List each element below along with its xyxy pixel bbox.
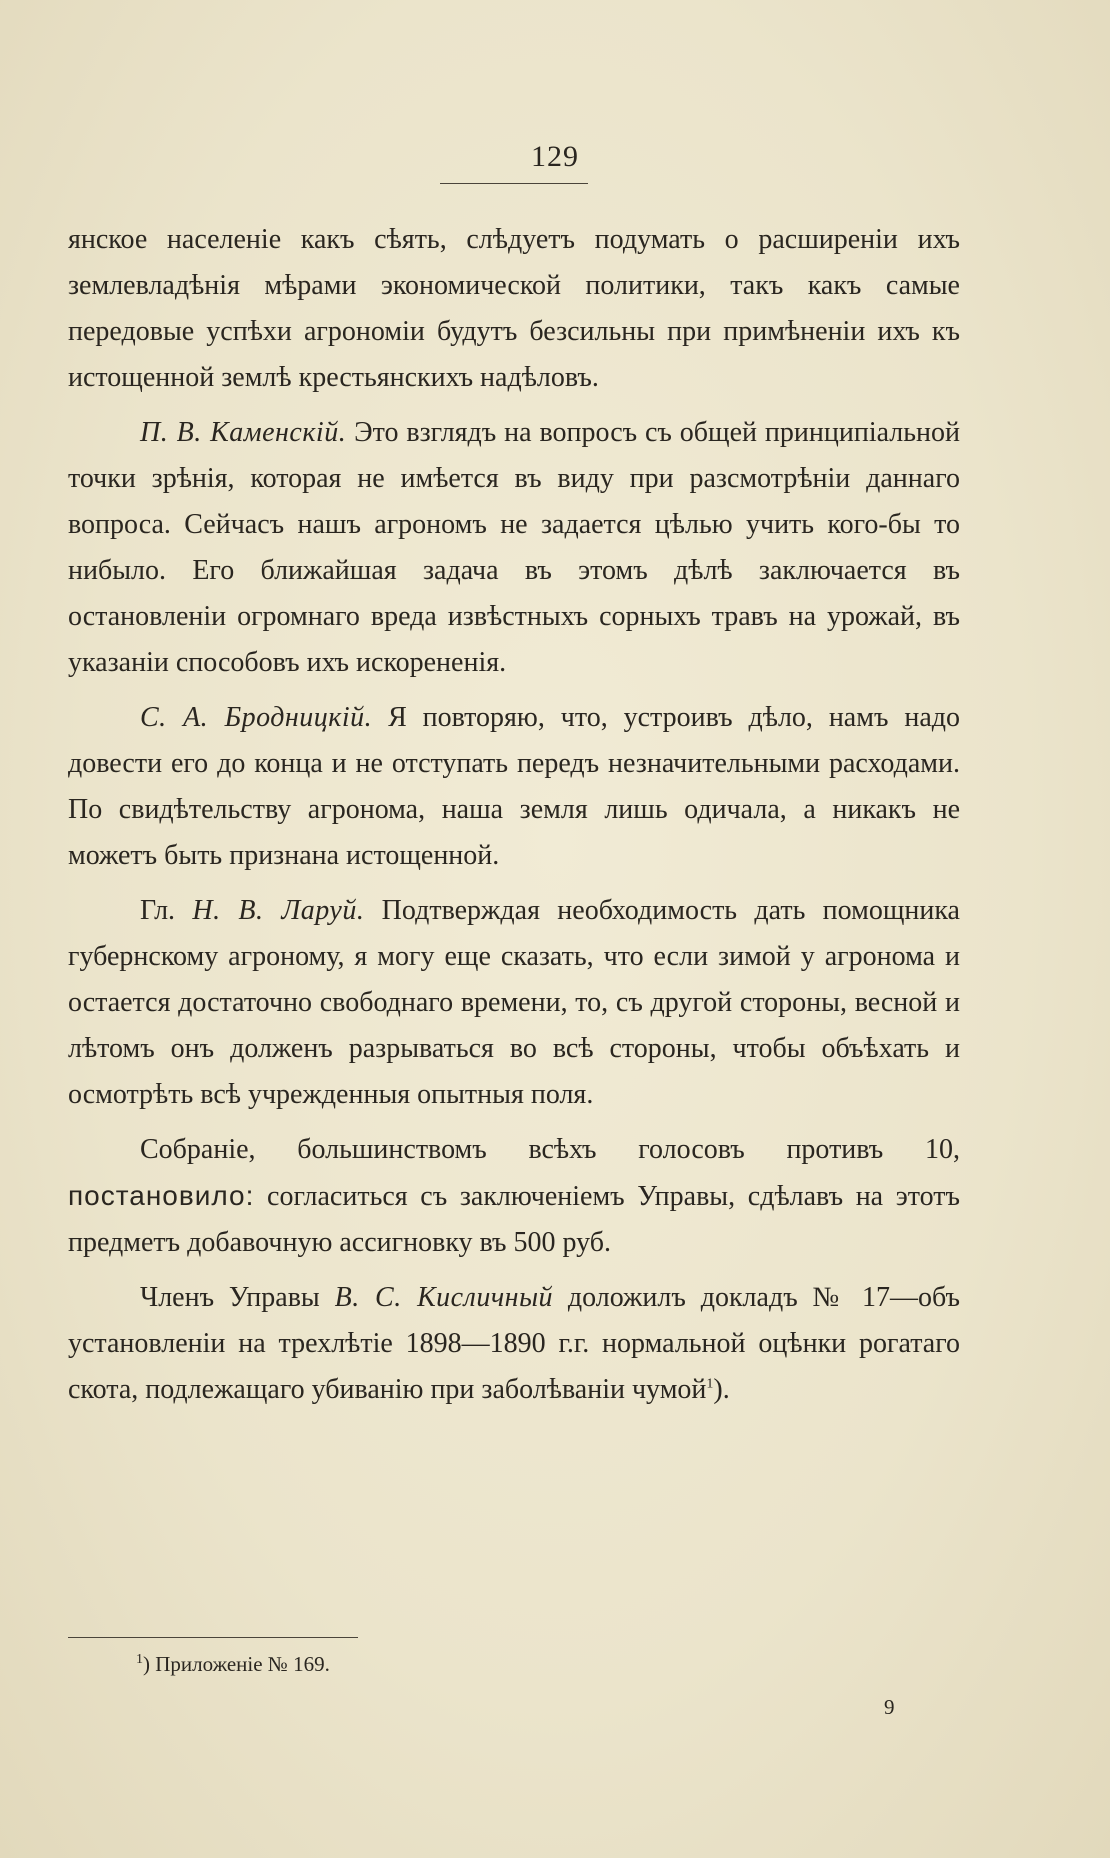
speech-text: Я повторяю, что, устроивъ дѣло, намъ надо довести его до конца и не отступать передъ незначительными расходами. По свидѣтельству агронома, наша земля лишь одичала, а никакъ не можетъ быть признана истощенной. bbox=[68, 702, 960, 871]
paragraph-kamensky bbox=[68, 410, 960, 686]
speech-text: Это взглядъ на вопросъ съ общей принципiальной точки зрѣнiя, которая не имѣется въ виду при разсмотрѣнiи даннаго вопроса. Сейчасъ нашъ агрономъ не задается цѣлью учить кого-бы то нибыло. Его ближайшая задача въ этомъ дѣлѣ заключается въ остановленiи огромнаго вреда извѣстныхъ сорныхъ травъ на урожай, въ указанiи способовъ ихъ искорененiя. bbox=[68, 417, 960, 678]
body-text bbox=[68, 217, 960, 1413]
speaker-prefix: Гл. bbox=[140, 895, 193, 926]
resolution-intro: Собранiе, большинствомъ всѣхъ голосовъ противъ 10, bbox=[140, 1134, 960, 1165]
resolution-keyword: постановило: bbox=[68, 1180, 255, 1211]
speech-text: доложилъ докладъ № 17—объ установленiи на трехлѣтiе 1898—1890 г.г. нормальной оцѣнки рогатаго скота, подлежащаго убиванiю при заболѣванiи чумой bbox=[68, 1282, 960, 1405]
speaker-prefix: Членъ Управы bbox=[140, 1282, 335, 1313]
page-number: 129 bbox=[531, 140, 579, 173]
paragraph-resolution bbox=[68, 1127, 960, 1266]
paragraph-kislichny bbox=[68, 1275, 960, 1413]
footnote-reference: 1 bbox=[706, 1376, 714, 1392]
resolution-text: согласиться съ заключенiемъ Управы, сдѣлавъ на этотъ предметъ добавочную ассигновку въ 500 руб. bbox=[68, 1181, 960, 1258]
footnote-mark: 1 bbox=[136, 1652, 143, 1667]
signature-mark: 9 bbox=[884, 1695, 895, 1719]
footnote bbox=[136, 1650, 330, 1678]
footnote-text: ) Приложенiе № 169. bbox=[143, 1652, 330, 1676]
paragraph-laruy bbox=[68, 888, 960, 1118]
speaker-name: Н. В. Ларуй. bbox=[192, 895, 365, 926]
header-rule bbox=[440, 183, 588, 184]
footnote-rule bbox=[68, 1637, 358, 1638]
speaker-name: П. В. Каменскiй. bbox=[140, 417, 347, 448]
paragraph-end: ). bbox=[713, 1374, 730, 1405]
speaker-name: В. С. Кисличный bbox=[334, 1282, 554, 1313]
speech-text: Подтверждая необходимость дать помощника губернскому агроному, я могу еще сказать, что если зимой у агронома и остается достаточно свободнаго времени, то, съ другой стороны, весной и лѣтомъ онъ долженъ разрываться во всѣ стороны, чтобы объѣхать и осмотрѣть всѣ учрежденныя опытныя поля. bbox=[68, 895, 960, 1110]
paragraph-continuation: янское населенiе какъ сѣять, слѣдуетъ подумать о расширенiи ихъ землевладѣнiя мѣрами экономической политики, такъ какъ самые передовые успѣхи агрономiи будутъ безсильны при примѣненiи ихъ къ истощенной землѣ крестьянскихъ надѣловъ. bbox=[68, 224, 960, 393]
paragraph-brodnitsky bbox=[68, 695, 960, 879]
speaker-name: С. А. Бродницкiй. bbox=[140, 702, 373, 733]
